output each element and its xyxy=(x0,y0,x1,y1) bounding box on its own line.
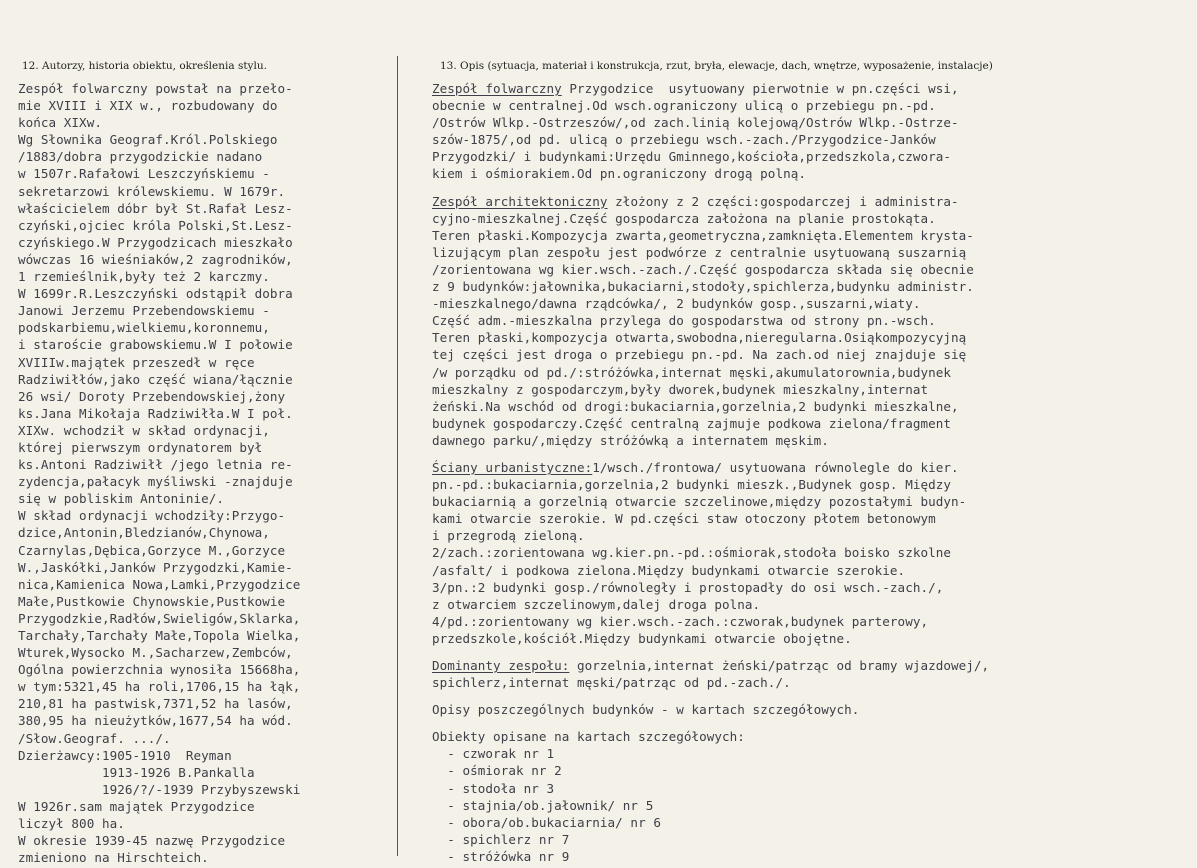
history-line: Zespół folwarczny powstał na przeło- xyxy=(18,81,293,96)
history-line: się w pobliskim Antoninie/. xyxy=(18,491,225,507)
history-line: /Słow.Geograf. .../. xyxy=(18,730,171,746)
paragraph-gap xyxy=(432,647,1192,657)
paragraph-line-text: gorzelnia,internat żeński/patrząc od bramy wjazdowej/, xyxy=(569,658,990,673)
description-line: i przegrodą zieloną. xyxy=(432,528,585,544)
description-line: szów-1875/,od pd. ulicą o przebiegu wsch.-zach./Przygodzice-Janków xyxy=(432,132,936,148)
object-list-item: - czworak nr 1 xyxy=(432,746,555,762)
description-line: z otwarciem szczelinowym,dalej droga polna. xyxy=(432,596,761,612)
history-line: 1926/?/-1939 Przybyszewski xyxy=(18,781,301,797)
object-list-item: - stróżówka nr 9 xyxy=(432,848,570,864)
history-line: 210,81 ha pastwisk,7371,52 ha lasów, xyxy=(18,696,293,712)
history-line: Radziwiłłów,jako część wiana/łącznie xyxy=(18,371,293,387)
history-line: końca XIXw. xyxy=(18,115,102,131)
paragraph-gap xyxy=(432,691,1192,701)
history-line: 380,95 ha nieużytków,1677,54 ha wód. xyxy=(18,713,293,729)
section-12-heading: 12. Autorzy, historia obiektu, określenia stylu. xyxy=(22,60,267,72)
description-line: mieszkalny z gospodarczym,były dworek,budynek mieszkalny,internat xyxy=(432,381,929,397)
paragraph-lead: Zespół folwarczny xyxy=(432,81,562,96)
history-line: Małe,Pustkowie Chynowskie,Pustkowie xyxy=(18,593,286,609)
description-line: Teren płaski,kompozycja otwarta,swobodna,nieregularna.Osiąkompozycyjną xyxy=(432,330,967,346)
history-line: czyńskiego.W Przygodzicach mieszkało xyxy=(18,234,293,250)
description-line: budynek gospodarczy.Część centralną zajmuje podkowa zielona/fragment xyxy=(432,415,951,431)
description-line: obecnie w centralnej.Od wsch.ograniczony ulicą o przebiegu pn.-pd. xyxy=(432,98,936,114)
description-line: 3/pn.:2 budynki gosp./równoległy i prostopadły do osi wsch.-zach./, xyxy=(432,579,944,595)
description-line xyxy=(432,80,1192,97)
description-line: 2/zach.:zorientowana wg.kier.pn.-pd.:ośmiorak,stodoła boisko szkolne xyxy=(432,545,951,561)
object-list-item: - ośmiorak nr 2 xyxy=(432,763,562,779)
history-line: dzice,Antonin,Bledzianów,Chynowa, xyxy=(18,525,270,541)
history-line: Wturek,Wysocko M.,Sacharzew,Zembców, xyxy=(18,645,293,661)
history-line: XIXw. wchodził w skład ordynacji, xyxy=(18,422,270,438)
paragraph-line-text: Przygodzice usytuowany pierwotnie w pn.części wsi, xyxy=(561,81,959,96)
section-13-heading: 13. Opis (sytuacja, materiał i konstrukcja, rzut, bryła, elewacje, dach, wnętrze, wyposażenie, instalacje) xyxy=(440,60,993,72)
history-line: Dzierżawcy:1905-1910 Reyman xyxy=(18,747,232,763)
history-line: Tarchały,Tarchały Małe,Topola Wielka, xyxy=(18,628,301,643)
history-line: w 1507r.Rafałowi Leszczyńskiemu - xyxy=(18,166,270,182)
description-line xyxy=(432,459,1192,476)
history-line: Przygodzkie,Radłów,Swieligów,Sklarka, xyxy=(18,610,301,626)
history-line: W skład ordynacji wchodziły:Przygo- xyxy=(18,508,286,524)
description-line: /w porządku od pd./:stróżówka,internat męski,akumulatorownia,budynek xyxy=(432,364,951,380)
history-line: 26 wsi/ Doroty Przebendowskiej,żony xyxy=(18,388,286,404)
history-line: zydencja,pałacyk myśliwski -znajduje xyxy=(18,474,293,490)
history-text xyxy=(18,80,396,866)
description-line: dawnego parku/,między stróżówką a internatem męskim. xyxy=(432,432,829,448)
description-line: Teren płaski.Kompozycja zwarta,geometryczna,zamknięta.Elementem krysta- xyxy=(432,227,974,243)
history-line: ks.Antoni Radziwiłł /jego letnia re- xyxy=(18,457,293,473)
history-line: czyński,ojciec króla Polski,St.Lesz- xyxy=(18,217,293,233)
description-line: spichlerz,internat męski/patrząc od pd.-zach./. xyxy=(432,675,791,691)
history-line: i staroście grabowskiemu.W I połowie xyxy=(18,337,293,353)
history-line: właścicielem dóbr był St.Rafał Lesz- xyxy=(18,200,293,216)
description-text xyxy=(432,80,1192,865)
paragraph-lead: Zespół architektoniczny xyxy=(432,193,608,209)
history-line: W okresie 1939-45 nazwę Przygodzice xyxy=(18,833,286,849)
history-line: zmieniono na Hirschteich. xyxy=(18,850,209,866)
object-list-item: - obora/ob.bukaciarnia/ nr 6 xyxy=(432,814,661,830)
history-line: W 1699r.R.Leszczyński odstąpił dobra xyxy=(18,286,293,302)
paragraph-gap xyxy=(432,183,1192,193)
history-line: sekretarzowi królewskiemu. W 1679r. xyxy=(18,183,286,199)
object-list-item: - spichlerz nr 7 xyxy=(432,831,570,847)
history-line: /1883/dobra przygodzickie nadano xyxy=(18,149,263,165)
history-line: Czarnylas,Dębica,Gorzyce M.,Gorzyce xyxy=(18,542,286,558)
description-line: Część adm.-mieszkalna przylega do gospodarstwa od strony pn.-wsch. xyxy=(432,313,936,329)
history-line: W 1926r.sam majątek Przygodzice xyxy=(18,798,255,814)
history-line: w tym:5321,45 ha roli,1706,15 ha łąk, xyxy=(18,679,301,695)
history-line: 1 rzemieślnik,były też 2 karczmy. xyxy=(18,269,270,285)
description-line: /zorientowana wg kier.wsch.-zach./.Część gospodarcza składa się obecnie xyxy=(432,261,974,277)
description-line: z 9 budynków:jałownika,bukaciarni,stodoły,spichlerza,budynku administr. xyxy=(432,279,974,295)
description-line: Opisy poszczególnych budynków - w kartach szczegółowych. xyxy=(432,702,860,718)
history-line: Wg Słownika Geograf.Król.Polskiego xyxy=(18,132,278,148)
paragraph-gap xyxy=(432,718,1192,728)
description-line xyxy=(432,657,1192,674)
history-line: 1913-1926 B.Pankalla xyxy=(18,764,255,780)
description-line: przedszkole,kościół.Między budynkami otwarcie obojętne. xyxy=(432,630,852,646)
description-line: cyjno-mieszkalnej.Część gospodarcza założona na planie prostokąta. xyxy=(432,210,936,226)
history-line: liczył 800 ha. xyxy=(18,816,125,832)
history-line: ks.Jana Mikołaja Radziwiłła.W I poł. xyxy=(18,405,293,421)
history-line: Ogólna powierzchnia wynosiła 15668ha, xyxy=(18,662,301,678)
description-line: pn.-pd.:bukaciarnia,gorzelnia,2 budynki mieszk.,Budynek gosp. Między xyxy=(432,477,951,493)
description-line: /asfalt/ i podkowa zielona.Między budynkami otwarcie szerokie. xyxy=(432,562,906,578)
object-list-item: - stajnia/ob.jałownik/ nr 5 xyxy=(432,797,654,813)
history-line: Janowi Jerzemu Przebendowskiemu - xyxy=(18,303,270,319)
description-line: lizującym plan zespołu jest podwórze z centralnie usytuowaną suszarnią xyxy=(432,244,967,260)
description-line: kiem i ośmiorakiem.Od pn.ograniczony drogą polną. xyxy=(432,166,806,182)
history-line: wówczas 16 wieśniaków,2 zagrodników, xyxy=(18,251,293,267)
paragraph-gap xyxy=(432,449,1192,459)
description-line: tej części jest droga o przebiegu pn.-pd. Na zach.od niej znajduje się xyxy=(432,347,967,363)
object-list-item: - stodoła nr 3 xyxy=(432,780,555,796)
description-line: bukaciarnią a gorzelnią otwarcie szczelinowe,między pozostałymi budyn- xyxy=(432,494,967,510)
paragraph-line-text: złożony z 2 części:gospodarczej i administra- xyxy=(607,193,959,209)
paragraph-lead: Ściany urbanistyczne: xyxy=(432,459,593,475)
description-line: /Ostrów Wlkp.-Ostrzeszów/,od zach.linią kolejową/Ostrów Wlkp.-Ostrze- xyxy=(432,115,959,131)
column-divider xyxy=(397,56,398,856)
description-line: 4/pd.:zorientowany wg kier.wsch.-zach.:czworak,budynek parterowy, xyxy=(432,613,929,629)
history-line: W.,Jaskółki,Janków Przygodzki,Kamie- xyxy=(18,559,293,575)
history-line: nica,Kamienica Nowa,Lamki,Przygodzice xyxy=(18,576,301,592)
description-line: kami otwarcie szerokie. W pd.części staw otoczony płotem betonowym xyxy=(432,511,936,527)
history-line: której pierwszym ordynatorem był xyxy=(18,439,263,455)
description-line: Obiekty opisane na kartach szczegółowych: xyxy=(432,729,745,745)
history-line: podskarbiemu,wielkiemu,koronnemu, xyxy=(18,320,270,336)
description-line xyxy=(432,193,1192,210)
description-line: Przygodzki/ i budynkami:Urzędu Gminnego,kościoła,przedszkola,czwora- xyxy=(432,149,951,165)
paragraph-line-text: 1/wsch./frontowa/ usytuowana równolegle do kier. xyxy=(592,459,959,475)
history-line: mie XVIII i XIX w., rozbudowany do xyxy=(18,98,278,114)
history-line: XVIIIw.majątek przeszedł w ręce xyxy=(18,354,255,370)
paragraph-lead: Dominanty zespołu: xyxy=(432,658,570,673)
description-line: żeński.Na wschód od drogi:bukaciarnia,gorzelnia,2 budynki mieszkalne, xyxy=(432,398,959,414)
description-line: -mieszkalnego/dawna rządcówka/, 2 budynków gosp.,suszarni,wiaty. xyxy=(432,296,921,312)
